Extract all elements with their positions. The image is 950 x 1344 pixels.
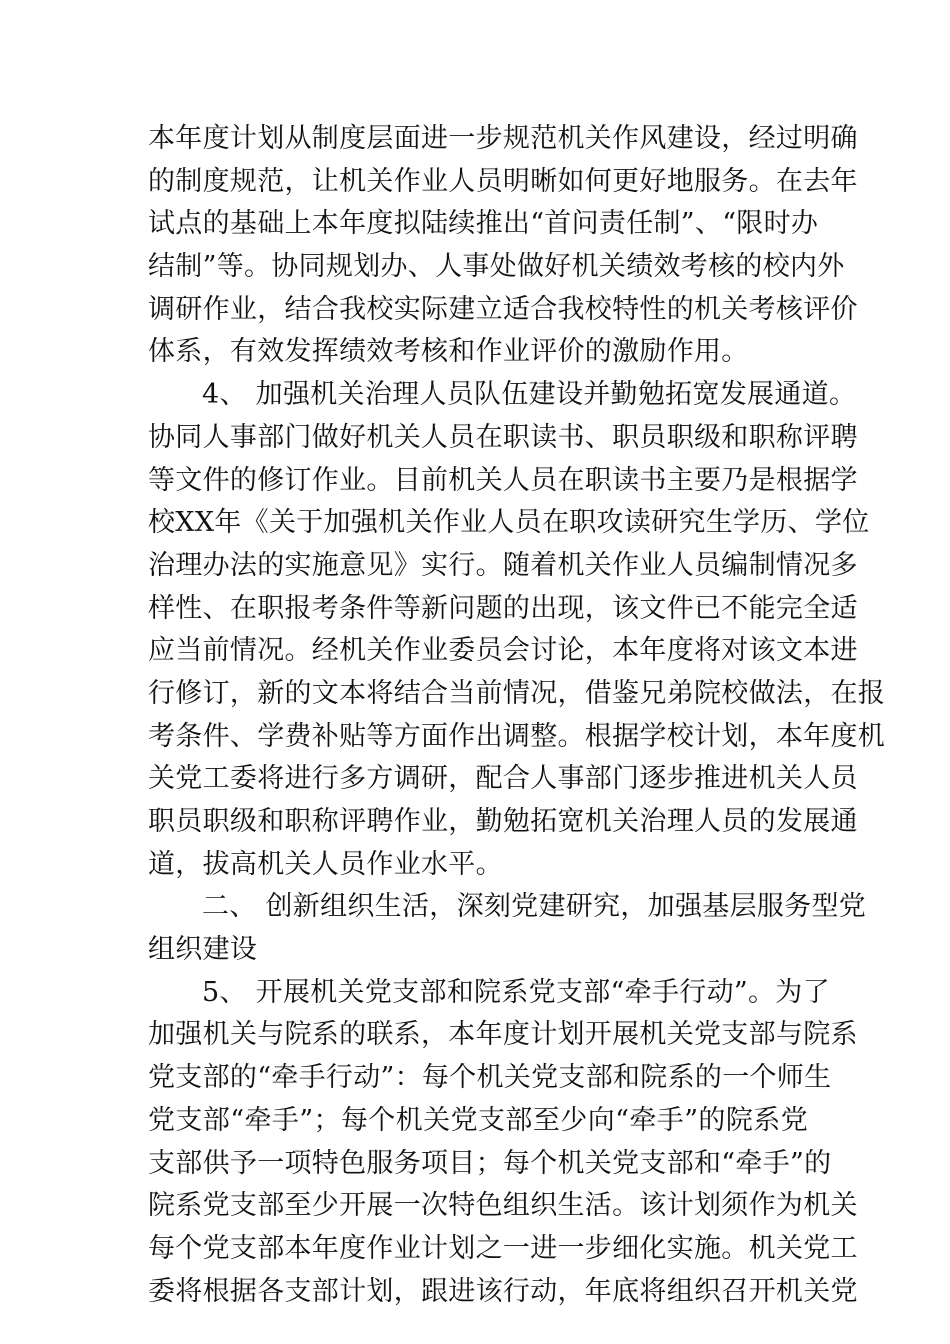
text-line: 5、 开展机关党支部和院系党支部“牵手行动”。为了 — [202, 976, 830, 1008]
text-line: 支部供予一项特色服务项目；每个机关党支部和“牵手”的 — [148, 1147, 832, 1179]
text-line: 二、 创新组织生活，深刻党建研究，加强基层服务型党 — [202, 891, 867, 923]
text-line: 协同人事部门做好机关人员在职读书、职员职级和职称评聘 — [148, 421, 858, 453]
text-line: 加强机关与院系的联系，本年度计划开展机关党支部与院系 — [148, 1019, 858, 1051]
text-line: 本年度计划从制度层面进一步规范机关作风建设，经过明确 — [148, 123, 858, 154]
text-line: 等文件的修订作业。目前机关人员在职读书主要乃是根据学 — [148, 464, 858, 496]
text-line: 每个党支部本年度作业计划之一进一步细化实施。机关党工 — [148, 1232, 858, 1264]
text-line: 体系，有效发挥绩效考核和作业评价的激励作用。 — [148, 336, 749, 368]
text-line: 院系党支部至少开展一次特色组织生活。该计划须作为机关 — [148, 1190, 858, 1222]
text-line: 试点的基础上本年度拟陆续推出“首问责任制”、“限时办 — [148, 208, 819, 240]
text-line: 应当前情况。经机关作业委员会讨论，本年度将对该文本进 — [148, 635, 858, 667]
text-line: 关党工委将进行多方调研，配合人事部门逐步推进机关人员 — [148, 763, 858, 795]
text-line: 党支部“牵手”；每个机关党支部至少向“牵手”的院系党 — [148, 1104, 808, 1136]
text-line: 校XX年《关于加强机关作业人员在职攻读研究生学历、学位 — [148, 507, 870, 539]
text-line: 调研作业，结合我校实际建立适合我校特性的机关考核评价 — [148, 293, 858, 325]
text-line: 考条件、学费补贴等方面作出调整。根据学校计划，本年度机 — [148, 720, 886, 752]
text-line: 4、 加强机关治理人员队伍建设并勤勉拓宽发展通道。 — [202, 379, 857, 411]
document-page — [148, 118, 886, 1313]
text-line: 样性、在职报考条件等新问题的出现，该文件已不能完全适 — [148, 592, 858, 624]
text-line: 治理办法的实施意见》实行。随着机关作业人员编制情况多 — [148, 549, 858, 581]
text-line: 组织建设 — [148, 934, 258, 966]
text-line: 职员职级和职称评聘作业，勤勉拓宽机关治理人员的发展通 — [148, 806, 858, 837]
text-line: 党支部的“牵手行动”：每个机关党支部和院系的一个师生 — [148, 1062, 832, 1094]
text-line: 结制”等。协同规划办、人事处做好机关绩效考核的校内外 — [148, 251, 845, 283]
text-line: 的制度规范，让机关作业人员明晰如何更好地服务。在去年 — [148, 165, 858, 197]
text-line: 委将根据各支部计划，跟进该行动，年底将组织召开机关党 — [148, 1275, 858, 1307]
text-line: 道，拔高机关人员作业水平。 — [148, 848, 503, 880]
text-line: 行修订，新的文本将结合当前情况，借鉴兄弟院校做法，在报 — [148, 677, 886, 709]
